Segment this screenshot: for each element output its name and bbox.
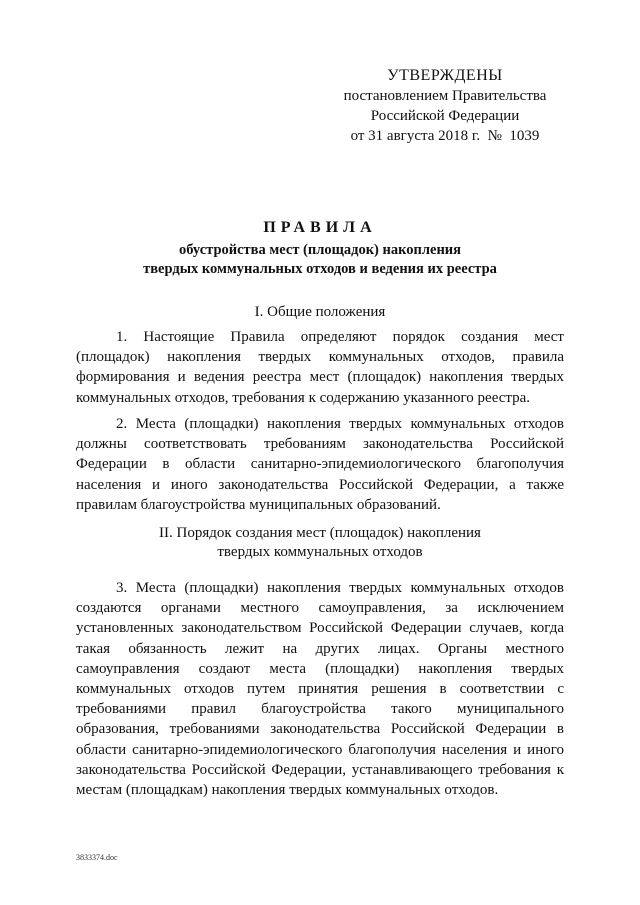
section-2-heading <box>76 524 564 562</box>
document-title: ПРАВИЛА <box>263 219 377 236</box>
paragraph-3: 3. Места (площадки) накопления твердых коммунальных отходов создаются органами местного самоуправления, за исключением установленных законодательством Российской Федерации случаев, когда такая обязанность лежит на других лицах. Органы местного самоуправления создают места (площадки) накопления твердых коммунальных отходов путем принятия решения в соответствии с требованиями правил благоустройства такого муниципального образования, требованиями законодательства Российской Федерации в области санитарно-эпидемиологического благополучия населения и иного законодательства Российской Федерации, устанавливающего требования к местам (площадкам) накопления твердых коммунальных отходов. <box>76 580 564 799</box>
approval-line-3: от 31 августа 2018 г. № 1039 <box>350 128 540 144</box>
section-1-heading: I. Общие положения <box>254 304 386 320</box>
approval-line-2: Российской Федерации <box>370 108 520 124</box>
document-subtitle <box>76 241 564 279</box>
approval-line-1: постановлением Правительства <box>343 88 547 104</box>
file-name-footer: 3833374.doc <box>76 853 118 862</box>
approval-stamp-block <box>330 66 560 146</box>
section-2-heading-line-1: II. Порядок создания мест (площадок) накопления <box>159 525 481 541</box>
section-2-heading-line-2: твердых коммунальных отходов <box>217 544 423 560</box>
paragraph-1: 1. Настоящие Правила определяют порядок создания мест (площадок) накопления твердых коммунальных отходов, правила формирования и ведения реестра мест (площадок) накопления твердых коммунальных отходов, требования к содержанию указанного реестра. <box>76 329 564 406</box>
document-subtitle-line-1: обустройства мест (площадок) накопления <box>178 242 462 258</box>
approval-heading: УТВЕРЖДЕНЫ <box>387 67 503 84</box>
paragraph-2: 2. Места (площадки) накопления твердых коммунальных отходов должны соответствовать требованиям законодательства Российской Федерации в области санитарно-эпидемиологического благополучия населения и иного законодательства Российской Федерации, а также правилам благоустройства муниципальных образований. <box>76 416 564 513</box>
document-subtitle-line-2: твердых коммунальных отходов и ведения их реестра <box>143 261 497 277</box>
